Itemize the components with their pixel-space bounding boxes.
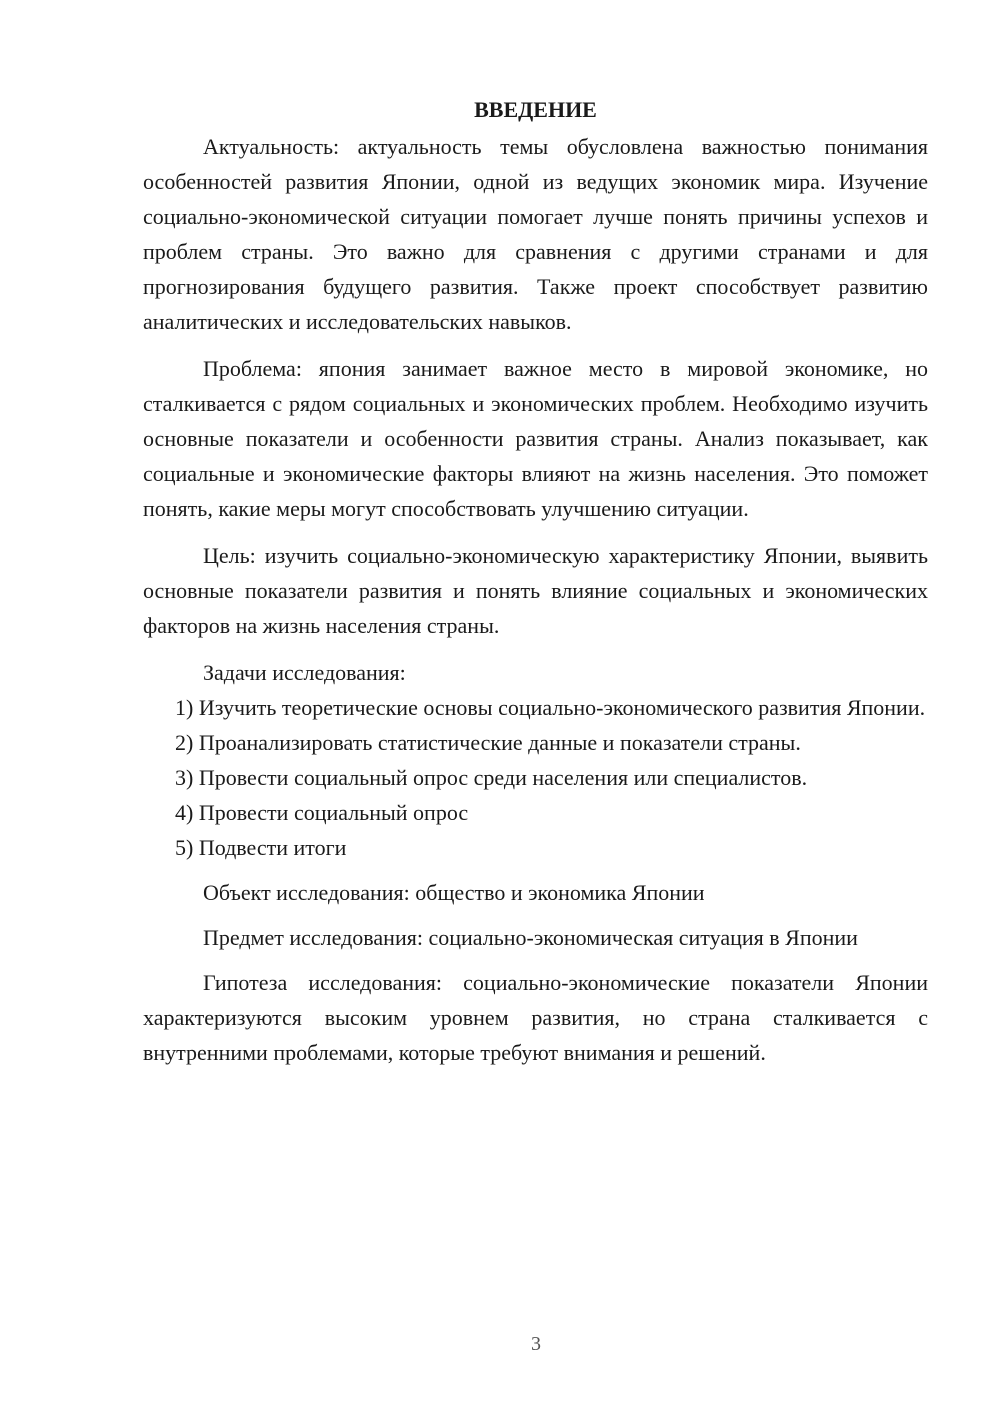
paragraph-object: Объект исследования: общество и экономика Японии	[203, 880, 705, 905]
tasks-title: Задачи исследования:	[203, 660, 406, 685]
page-content	[143, 92, 928, 1070]
list-item: 2) Проанализировать статистические данные и показатели страны.	[175, 730, 801, 755]
list-item: 3) Провести социальный опрос среди населения или специалистов.	[175, 765, 808, 790]
tasks-list	[143, 690, 928, 865]
list-item: 1) Изучить теоретические основы социально-экономического развития Японии.	[175, 695, 926, 720]
paragraph-hypothesis: Гипотеза исследования: социально-экономические показатели Японии характеризуются высоким уровнем развития, но страна сталкивается с внутренними проблемами, которые требуют внимания и решений.	[143, 970, 928, 1065]
page-title: ВВЕДЕНИЕ	[474, 97, 597, 122]
paragraph-goal: Цель: изучить социально-экономическую характеристику Японии, выявить основные показатели развития и понять влияние социальных и экономических факторов на жизнь населения страны.	[143, 543, 928, 638]
paragraph-problem: Проблема: япония занимает важное место в мировой экономике, но сталкивается с рядом социальных и экономических проблем. Необходимо изучить основные показатели и особенности развития страны. Анализ показывает, как социальные и экономические факторы влияют на жизнь населения. Это поможет понять, какие меры могут способствовать улучшению ситуации.	[143, 356, 928, 521]
paragraph-subject: Предмет исследования: социально-экономическая ситуация в Японии	[203, 925, 858, 950]
page-number: 3	[531, 1333, 541, 1355]
paragraph-relevance: Актуальность: актуальность темы обусловлена важностью понимания особенностей развития Японии, одной из ведущих экономик мира. Изучение социально-экономической ситуации помогает лучше понять причины успехов и проблем страны. Это важно для сравнения с другими странами и для прогнозирования будущего развития. Также проект способствует развитию аналитических и исследовательских навыков.	[143, 134, 928, 334]
list-item: 5) Подвести итоги	[175, 835, 347, 860]
list-item: 4) Провести социальный опрос	[175, 800, 469, 825]
